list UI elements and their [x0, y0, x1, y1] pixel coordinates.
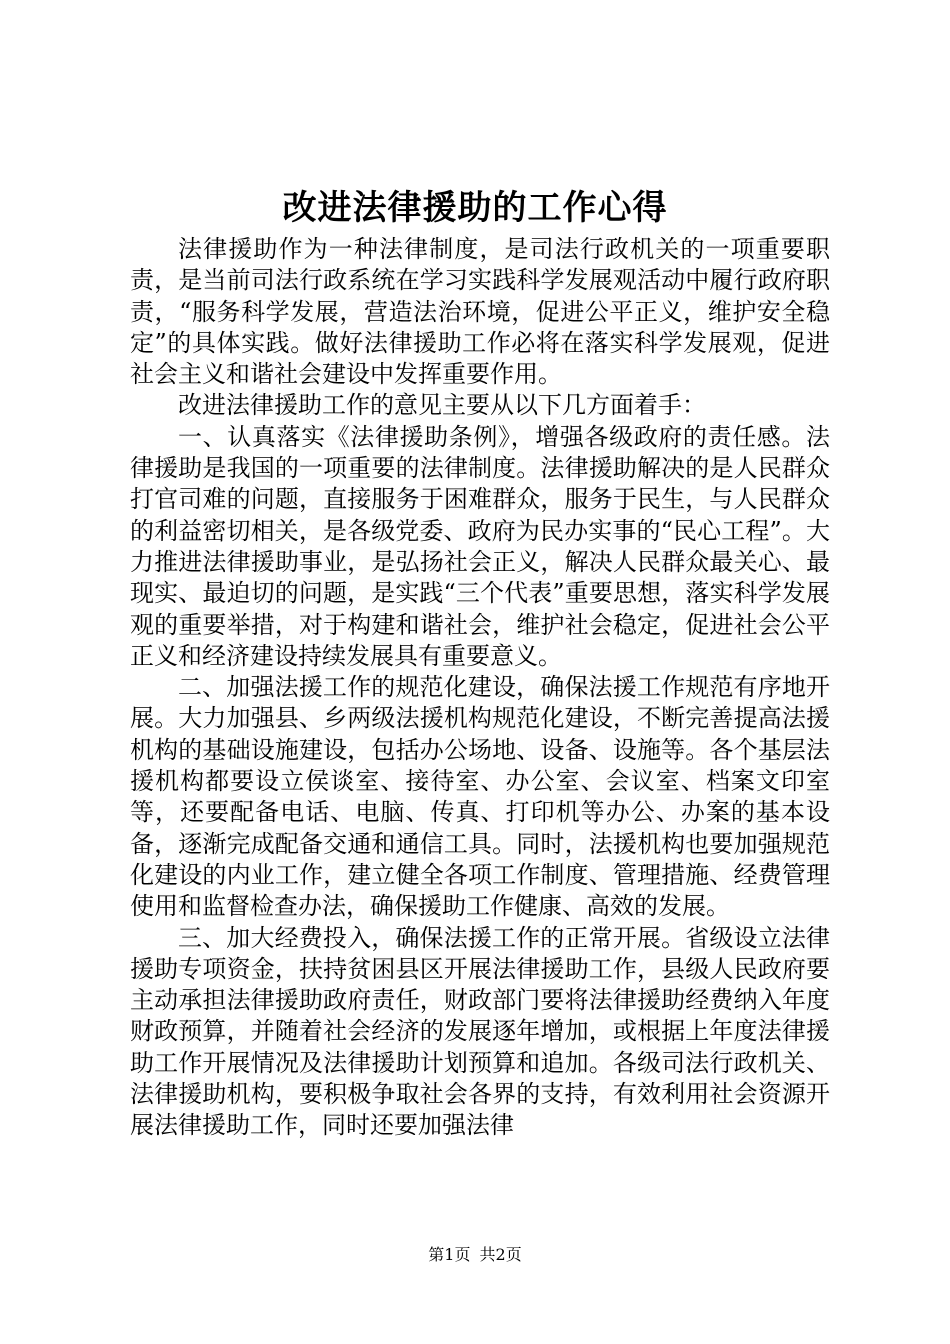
paragraph-section-3: 三、加大经费投入，确保法援工作的正常开展。省级设立法律援助专项资金，扶持贫困县区开展法律援助工作，县级人民政府要主动承担法律援助政府责任，财政部门要将法律援助经费纳入年度财政预算，并随着社会经济的发展逐年增加，或根据上年度法律援助工作开展情况及法律援助计划预算和追加。各级司法行政机关、法律援助机构，要积极争取社会各界的支持，有效利用社会资源开展法律援助工作，同时还要加强法律 — [130, 923, 830, 1140]
paragraph-section-2: 二、加强法援工作的规范化建设，确保法援工作规范有序地开展。大力加强县、乡两级法援机构规范化建设，不断完善提高法援机构的基础设施建设，包括办公场地、设备、设施等。各个基层法援机构都要设立侯谈室、接待室、办公室、会议室、档案文印室等，还要配备电话、电脑、传真、打印机等办公、办案的基本设备，逐渐完成配备交通和通信工具。同时，法援机构也要加强规范化建设的内业工作，建立健全各项工作制度、管理措施、经费管理使用和监督检查办法，确保援助工作健康、高效的发展。 — [130, 673, 830, 921]
document-title: 改进法律援助的工作心得 — [282, 188, 668, 228]
paragraph-intro: 法律援助作为一种法律制度，是司法行政机关的一项重要职责，是当前司法行政系统在学习实践科学发展观活动中履行政府职责，“服务科学发展，营造法治环境，促进公平正义，维护安全稳定”的具体实践。做好法律援助工作必将在落实科学发展观，促进社会主义和谐社会建设中发挥重要作用。 — [130, 235, 830, 389]
paragraph-section-1: 一、认真落实《法律援助条例》，增强各级政府的责任感。法律援助是我国的一项重要的法律制度。法律援助解决的是人民群众打官司难的问题，直接服务于困难群众，服务于民生，与人民群众的利益密切相关，是各级党委、政府为民办实事的“民心工程”。大力推进法律援助事业，是弘扬社会正义，解决人民群众最关心、最现实、最迫切的问题，是实践“三个代表”重要思想，落实科学发展观的重要举措，对于构建和谐社会，维护社会稳定，促进社会公平正义和经济建设持续发展具有重要意义。 — [130, 422, 830, 670]
document-body — [130, 234, 830, 1142]
page-number-current: 第1页 — [428, 1245, 471, 1264]
page-footer — [0, 1244, 950, 1266]
page-number-total: 共2页 — [479, 1245, 522, 1264]
paragraph-overview: 改进法律援助工作的意见主要从以下几方面着手： — [178, 391, 706, 420]
